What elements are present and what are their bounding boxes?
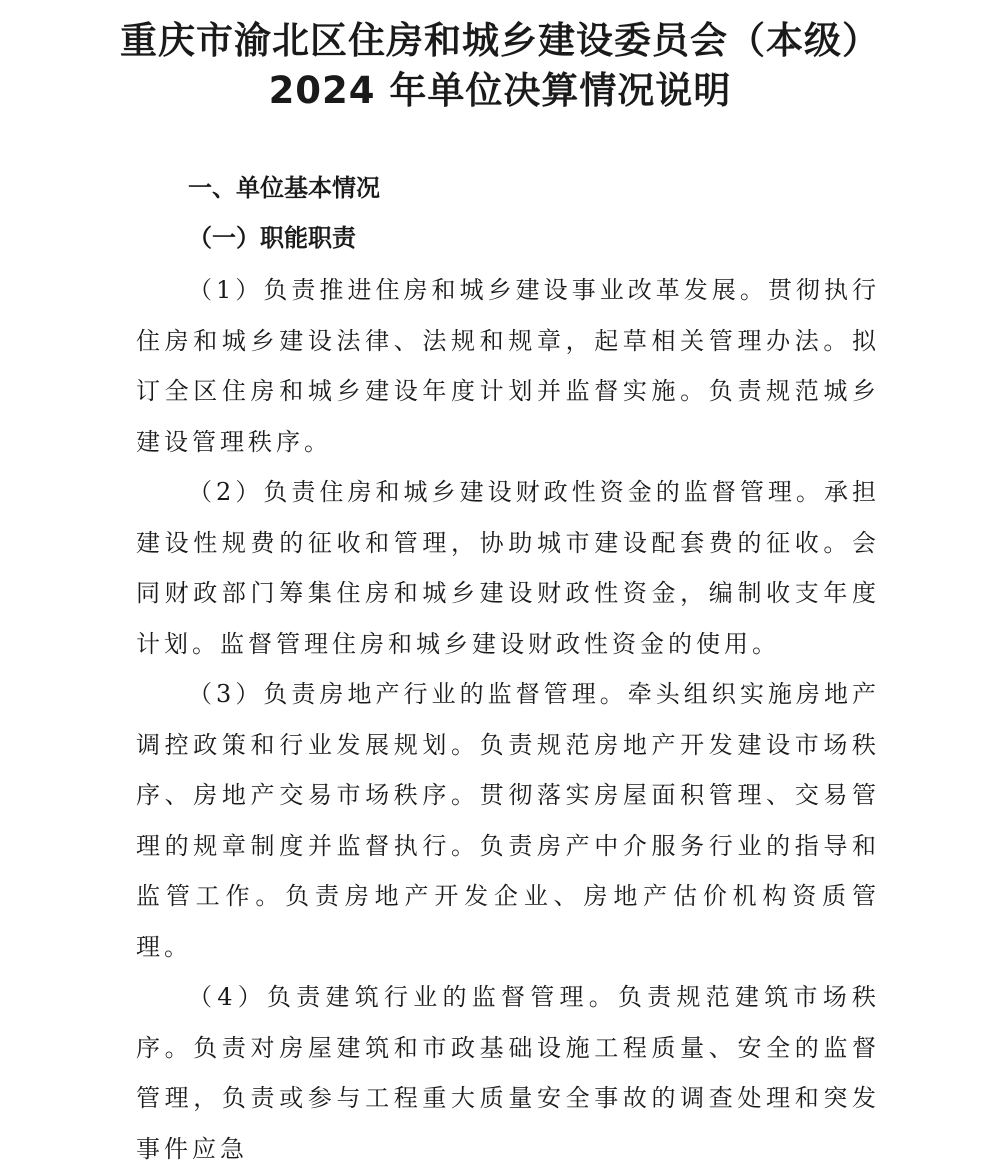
section-heading: 一、单位基本情况	[188, 174, 380, 202]
document-title-line1: 重庆市渝北区住房和城乡建设委员会（本级）	[120, 19, 880, 62]
paragraph-3: （3）负责房地产行业的监督管理。牵头组织实施房地产调控政策和行业发展规划。负责规范房地产开发建设市场秩序、房地产交易市场秩序。贯彻落实房屋面积管理、交易管理的规章制度并监督执行。负责房产中介服务行业的指导和监管工作。负责房地产开发企业、房地产估价机构资质管理。	[136, 680, 880, 961]
paragraph-1: （1）负责推进住房和城乡建设事业改革发展。贯彻执行住房和城乡建设法律、法规和规章，起草相关管理办法。拟订全区住房和城乡建设年度计划并监督实施。负责规范城乡建设管理秩序。	[136, 276, 880, 456]
paragraph-2: （2）负责住房和城乡建设财政性资金的监督管理。承担建设性规费的征收和管理，协助城市建设配套费的征收。会同财政部门筹集住房和城乡建设财政性资金，编制收支年度计划。监督管理住房和城乡建设财政性资金的使用。	[136, 478, 880, 658]
subsection-heading: （一）职能职责	[188, 223, 356, 252]
document-title-line2: 2024 年单位决算情况说明	[268, 69, 732, 112]
body-text	[136, 265, 880, 1174]
paragraph-4: （4）负责建筑行业的监督管理。负责规范建筑市场秩序。负责对房屋建筑和市政基础设施工程质量、安全的监督管理，负责或参与工程重大质量安全事故的调查处理和突发事件应急	[136, 983, 880, 1163]
